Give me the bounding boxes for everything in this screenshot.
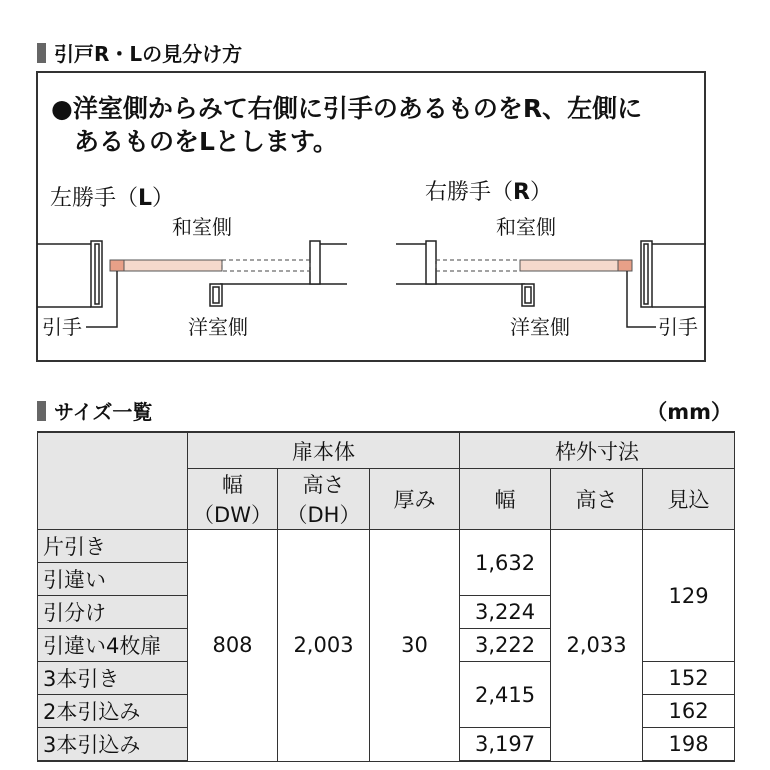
header-frame-outer: 枠外寸法 [460,432,735,469]
left-frame-post [91,241,320,307]
unit-label: （mm） [646,400,732,424]
left-wall-lines [37,244,347,307]
right-youshitsu-label: 洋室側 [510,315,570,339]
header-door-body: 扉本体 [188,432,460,469]
header-frame-width: 幅 [460,469,551,530]
section-title-text: サイズ一覧 [54,400,153,424]
cell-frame-width: 2,415 [460,662,551,728]
row-label: 引違い4枚扉 [38,629,188,662]
header-mikomi: 見込 [643,469,735,530]
cell-mikomi: 129 [643,530,735,662]
row-label: 2本引込み [38,695,188,728]
section-title-size [37,396,152,425]
left-washitsu-label: 和室側 [172,215,232,239]
cell-thickness: 30 [370,530,460,762]
title-bar-icon [37,401,46,421]
note-line-1: ●洋室側からみて右側に引手のあるものをR、左側に [51,94,643,123]
left-youshitsu-label: 洋室側 [188,315,248,339]
right-label: 右勝手（R） [425,180,552,205]
cell-mikomi: 198 [643,728,735,762]
left-label: 左勝手（L） [50,186,175,211]
right-hikite-label: 引手 [658,315,698,339]
cell-mikomi: 152 [643,662,735,695]
right-door-leaf [520,260,632,271]
cell-frame-width: 1,632 [460,530,551,596]
cell-dw: 808 [188,530,278,762]
left-door-pocket [222,260,310,271]
note-line-2: あるものをLとします。 [74,127,338,156]
right-wall-lines [396,244,706,307]
row-label: 3本引込み [38,728,188,762]
row-label: 3本引き [38,662,188,695]
size-table [37,431,735,762]
right-door-handle-edge [618,260,632,271]
table-corner [38,432,188,530]
row-label: 片引き [38,530,188,563]
cell-dh: 2,003 [278,530,370,762]
header-dw: 幅（DW） [188,469,278,530]
table-row [38,530,735,563]
row-label: 引分け [38,596,188,629]
left-hikite-label: 引手 [42,315,82,339]
section-title-text: 引戸R・Lの見分け方 [54,42,243,66]
row-label: 引違い [38,563,188,596]
cell-frame-width: 3,197 [460,728,551,762]
cell-frame-width: 3,222 [460,629,551,662]
header-dh: 高さ（DH） [278,469,370,530]
left-door-handle-edge [110,260,124,271]
cell-frame-height: 2,033 [551,530,643,762]
header-thickness: 厚み [370,469,460,530]
right-washitsu-label: 和室側 [496,215,556,239]
cell-frame-width: 3,224 [460,596,551,629]
left-door-leaf [110,260,222,271]
header-frame-height: 高さ [551,469,643,530]
cell-mikomi: 162 [643,695,735,728]
right-door-pocket [436,260,520,271]
right-frame-post [426,241,652,307]
